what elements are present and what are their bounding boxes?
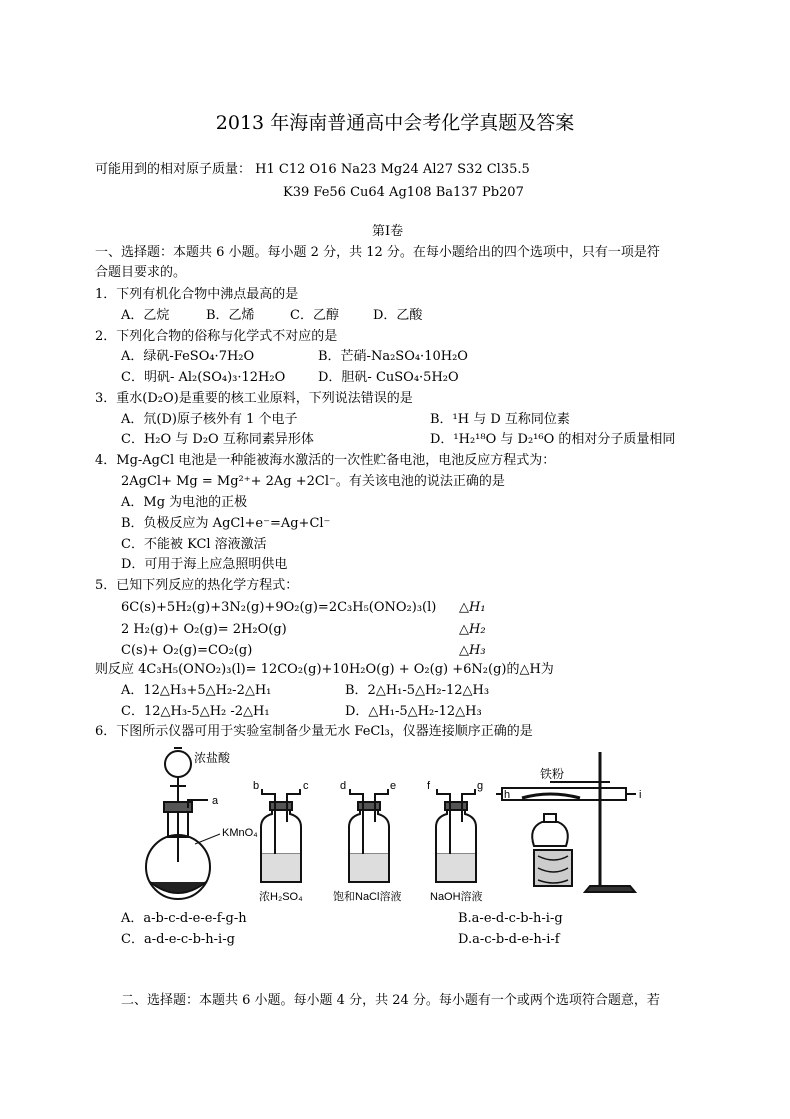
label-sat-nacl: 饱和NaCl溶液 <box>333 891 402 903</box>
q5-eq2: 2 H₂(g)+ O₂(g)= 2H₂O(g) <box>121 622 287 637</box>
q1-option-d: D．乙酸 <box>373 308 423 323</box>
q5-option-a: A．12△H₃+5△H₂-2△H₁ <box>121 683 272 698</box>
alcohol-lamp <box>532 822 568 846</box>
q3-stem: 3．重水(D₂O)是重要的核工业原料，下列说法错误的是 <box>95 391 413 406</box>
q5-stem: 5．已知下列反应的热化学方程式： <box>95 578 299 593</box>
q4-equation: 2AgCl+ Mg = Mg²⁺+ 2Ag +2Cl⁻。有关该电池的说法正确的是 <box>121 474 505 489</box>
q3-option-b: B．¹H 与 D 互称同位素 <box>430 412 570 427</box>
q2-option-c: C．明矾- Al₂(SO₄)₃·12H₂O <box>121 370 286 385</box>
q4-option-b: B．负极反应为 AgCl+e⁻=Ag+Cl⁻ <box>121 516 331 531</box>
port-label-b: b <box>253 780 260 792</box>
q5-dh3: △H₃ <box>459 643 486 658</box>
q6-option-a: A．a-b-c-d-e-e-f-g-h <box>121 911 247 926</box>
port-label-h: h <box>504 789 511 801</box>
q2-option-b: B．芒硝-Na₂SO₄·10H₂O <box>318 349 468 364</box>
port-label-d: d <box>340 780 347 792</box>
atomic-masses-line2: K39 Fe56 Cu64 Ag108 Ba137 Pb207 <box>283 185 524 200</box>
section1-intro-line2: 合题目要求的。 <box>95 265 187 280</box>
port-label-i: i <box>639 789 642 801</box>
q2-option-a: A．绿矾-FeSO₄·7H₂O <box>121 349 255 364</box>
port-label-e: e <box>390 780 397 792</box>
q1-option-a: A．乙烷 <box>121 308 170 323</box>
atomic-masses-line1: 可能用到的相对原子质量： H1 C12 O16 Na23 Mg24 Al27 S32 Cl35.5 <box>95 162 530 177</box>
q5-dh1: △H₁ <box>459 600 486 615</box>
label-naoh: NaOH溶液 <box>430 891 483 903</box>
q5-eq1: 6C(s)+5H₂(g)+3N₂(g)+9O₂(g)=2C₃H₅(ONO₂)₃(l) <box>121 600 437 615</box>
q1-option-c: C．乙醇 <box>290 308 339 323</box>
q5-option-d: D．△H₁-5△H₂-12△H₃ <box>345 704 482 719</box>
q4-stem: 4．Mg-AgCl 电池是一种能被海水激活的一次性贮备电池，电池反应方程式为： <box>95 453 556 468</box>
q4-option-d: D．可用于海上应急照明供电 <box>121 557 288 572</box>
section2-intro: 二、选择题：本题共 6 小题。每小题 4 分，共 24 分。每小题有一个或两个选项符合题意，若 <box>121 993 660 1008</box>
q6-stem: 6．下图所示仪器可用于实验室制备少量无水 FeCl₃，仪器连接顺序正确的是 <box>95 724 533 739</box>
label-iron-powder: 铁粉 <box>540 767 565 781</box>
q2-stem: 2．下列化合物的俗称与化学式不对应的是 <box>95 329 338 344</box>
q5-eq3: C(s)+ O₂(g)=CO₂(g) <box>121 643 253 658</box>
q5-dh2: △H₂ <box>459 622 486 637</box>
port-label-a: a <box>212 795 219 807</box>
label-conc-hcl: 浓盐酸 <box>194 751 231 765</box>
q5-option-b: B．2△H₁-5△H₂-12△H₃ <box>345 683 490 698</box>
q5-target: 则反应 4C₃H₅(ONO₂)₃(l)= 12CO₂(g)+10H₂O(g) + O₂(g) +6N₂(g)的△H为 <box>95 662 554 677</box>
label-conc-h2so4: 浓H₂SO₄ <box>259 891 303 903</box>
q3-option-a: A．氘(D)原子核外有 1 个电子 <box>121 412 298 427</box>
q6-option-d: D.a-c-b-d-e-h-i-f <box>458 932 560 947</box>
q2-option-d: D．胆矾- CuSO₄·5H₂O <box>318 370 459 385</box>
funnel-bulb <box>165 751 191 777</box>
q3-option-d: D．¹H₂¹⁸O 与 D₂¹⁶O 的相对分子质量相同 <box>430 432 676 447</box>
volume-label: 第Ⅰ卷 <box>372 224 404 239</box>
q3-option-c: C．H₂O 与 D₂O 互称同素异形体 <box>121 432 314 447</box>
section1-intro-line1: 一、选择题：本题共 6 小题。每小题 2 分，共 12 分。在每小题给出的四个选项中，只有一项是符 <box>95 245 660 260</box>
port-label-f: f <box>427 780 431 792</box>
q1-option-b: B．乙烯 <box>206 308 255 323</box>
apparatus-figure <box>130 742 670 912</box>
q6-option-b: B.a-e-d-c-b-h-i-g <box>458 911 563 926</box>
q6-option-c: C．a-d-e-c-b-h-i-g <box>121 932 235 947</box>
port-label-g: g <box>477 780 484 792</box>
q4-option-c: C．不能被 KCl 溶液激活 <box>121 537 267 552</box>
page-title: 2013 年海南普通高中会考化学真题及答案 <box>215 112 575 134</box>
q1-stem: 1．下列有机化合物中沸点最高的是 <box>95 287 299 302</box>
port-label-c: c <box>303 780 309 792</box>
q5-option-c: C．12△H₃-5△H₂ -2△H₁ <box>121 704 270 719</box>
q4-option-a: A．Mg 为电池的正极 <box>121 495 248 510</box>
label-kmno4: KMnO₄ <box>222 827 258 839</box>
